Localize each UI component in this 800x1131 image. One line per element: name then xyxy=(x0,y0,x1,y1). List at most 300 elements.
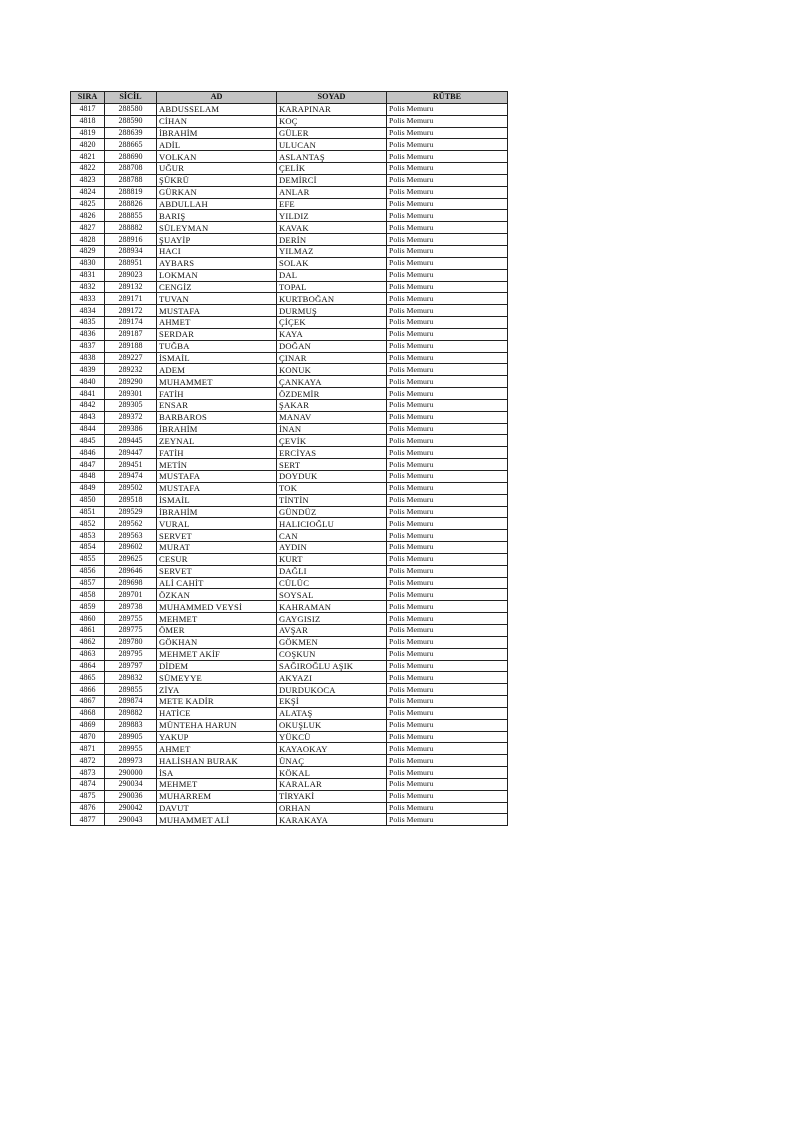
cell-soyad: KONUK xyxy=(277,364,387,376)
cell-rutbe: Polis Memuru xyxy=(387,340,508,352)
cell-soyad: KAHRAMAN xyxy=(277,601,387,613)
cell-sicil: 289738 xyxy=(105,601,157,613)
header-rutbe: RÜTBE xyxy=(387,92,508,104)
cell-sicil: 288708 xyxy=(105,163,157,175)
cell-sicil: 290042 xyxy=(105,802,157,814)
cell-sira: 4874 xyxy=(71,778,105,790)
table-row xyxy=(71,790,508,802)
table-row xyxy=(71,542,508,554)
cell-ad: MUSTAFA xyxy=(157,305,277,317)
cell-rutbe: Polis Memuru xyxy=(387,743,508,755)
cell-rutbe: Polis Memuru xyxy=(387,613,508,625)
cell-ad: MUSTAFA xyxy=(157,471,277,483)
cell-soyad: ÖZDEMİR xyxy=(277,388,387,400)
table-row xyxy=(71,127,508,139)
cell-rutbe: Polis Memuru xyxy=(387,115,508,127)
table-row xyxy=(71,684,508,696)
cell-sira: 4846 xyxy=(71,447,105,459)
cell-rutbe: Polis Memuru xyxy=(387,245,508,257)
cell-sicil: 289188 xyxy=(105,340,157,352)
cell-ad: MEHMET xyxy=(157,778,277,790)
cell-soyad: KAYA xyxy=(277,328,387,340)
table-row xyxy=(71,151,508,163)
cell-rutbe: Polis Memuru xyxy=(387,210,508,222)
cell-sicil: 288951 xyxy=(105,257,157,269)
cell-sira: 4839 xyxy=(71,364,105,376)
cell-sira: 4860 xyxy=(71,613,105,625)
cell-sicil: 289698 xyxy=(105,577,157,589)
cell-sira: 4867 xyxy=(71,696,105,708)
table-row xyxy=(71,731,508,743)
cell-rutbe: Polis Memuru xyxy=(387,423,508,435)
table-row xyxy=(71,648,508,660)
table-row xyxy=(71,257,508,269)
cell-rutbe: Polis Memuru xyxy=(387,435,508,447)
cell-sira: 4857 xyxy=(71,577,105,589)
cell-sicil: 289775 xyxy=(105,624,157,636)
cell-rutbe: Polis Memuru xyxy=(387,506,508,518)
header-sicil: SİCİL xyxy=(105,92,157,104)
table-header xyxy=(71,92,508,104)
cell-sira: 4842 xyxy=(71,399,105,411)
cell-ad: METİN xyxy=(157,459,277,471)
table-row xyxy=(71,352,508,364)
cell-soyad: KARAKAYA xyxy=(277,814,387,826)
cell-ad: BARIŞ xyxy=(157,210,277,222)
table-row xyxy=(71,767,508,779)
cell-ad: DİDEM xyxy=(157,660,277,672)
header-sira: SIRA xyxy=(71,92,105,104)
cell-soyad: TOPAL xyxy=(277,281,387,293)
table-row xyxy=(71,222,508,234)
cell-rutbe: Polis Memuru xyxy=(387,482,508,494)
cell-sicil: 288882 xyxy=(105,222,157,234)
cell-sicil: 289451 xyxy=(105,459,157,471)
cell-rutbe: Polis Memuru xyxy=(387,518,508,530)
cell-sicil: 288788 xyxy=(105,174,157,186)
cell-sicil: 289174 xyxy=(105,317,157,329)
table-row xyxy=(71,530,508,542)
cell-sira: 4875 xyxy=(71,790,105,802)
cell-soyad: ORHAN xyxy=(277,802,387,814)
cell-soyad: ÇEVİK xyxy=(277,435,387,447)
cell-rutbe: Polis Memuru xyxy=(387,328,508,340)
cell-soyad: KARAPINAR xyxy=(277,103,387,115)
cell-sira: 4877 xyxy=(71,814,105,826)
cell-sira: 4859 xyxy=(71,601,105,613)
cell-soyad: DURMUŞ xyxy=(277,305,387,317)
cell-sira: 4871 xyxy=(71,743,105,755)
cell-soyad: AVŞAR xyxy=(277,624,387,636)
cell-soyad: DOĞAN xyxy=(277,340,387,352)
cell-ad: TUĞBA xyxy=(157,340,277,352)
cell-sira: 4856 xyxy=(71,565,105,577)
cell-sicil: 288690 xyxy=(105,151,157,163)
cell-sira: 4845 xyxy=(71,435,105,447)
cell-soyad: MANAV xyxy=(277,411,387,423)
cell-soyad: GÜNDÜZ xyxy=(277,506,387,518)
table-row xyxy=(71,719,508,731)
cell-sira: 4843 xyxy=(71,411,105,423)
cell-sicil: 289795 xyxy=(105,648,157,660)
cell-ad: MEHMET AKİF xyxy=(157,648,277,660)
cell-rutbe: Polis Memuru xyxy=(387,447,508,459)
cell-sira: 4827 xyxy=(71,222,105,234)
cell-rutbe: Polis Memuru xyxy=(387,624,508,636)
cell-sicil: 288826 xyxy=(105,198,157,210)
cell-rutbe: Polis Memuru xyxy=(387,459,508,471)
table-row xyxy=(71,471,508,483)
cell-rutbe: Polis Memuru xyxy=(387,589,508,601)
cell-ad: METE KADİR xyxy=(157,696,277,708)
cell-rutbe: Polis Memuru xyxy=(387,530,508,542)
cell-sicil: 288580 xyxy=(105,103,157,115)
cell-sira: 4869 xyxy=(71,719,105,731)
cell-sira: 4823 xyxy=(71,174,105,186)
cell-ad: HATİCE xyxy=(157,707,277,719)
cell-sicil: 289447 xyxy=(105,447,157,459)
table-row xyxy=(71,672,508,684)
cell-sicil: 289797 xyxy=(105,660,157,672)
cell-rutbe: Polis Memuru xyxy=(387,696,508,708)
cell-ad: LOKMAN xyxy=(157,269,277,281)
cell-ad: ENSAR xyxy=(157,399,277,411)
cell-ad: ŞUAYİP xyxy=(157,234,277,246)
cell-sira: 4862 xyxy=(71,636,105,648)
cell-sicil: 289832 xyxy=(105,672,157,684)
cell-sicil: 289562 xyxy=(105,518,157,530)
cell-rutbe: Polis Memuru xyxy=(387,234,508,246)
cell-sicil: 288934 xyxy=(105,245,157,257)
cell-rutbe: Polis Memuru xyxy=(387,317,508,329)
table-row xyxy=(71,624,508,636)
cell-ad: UĞUR xyxy=(157,163,277,175)
cell-sira: 4851 xyxy=(71,506,105,518)
cell-soyad: KARALAR xyxy=(277,778,387,790)
cell-sicil: 290043 xyxy=(105,814,157,826)
cell-sicil: 289883 xyxy=(105,719,157,731)
cell-sicil: 289172 xyxy=(105,305,157,317)
table-row xyxy=(71,305,508,317)
cell-sicil: 289187 xyxy=(105,328,157,340)
cell-sicil: 289855 xyxy=(105,684,157,696)
cell-rutbe: Polis Memuru xyxy=(387,755,508,767)
cell-ad: TUVAN xyxy=(157,293,277,305)
cell-sira: 4835 xyxy=(71,317,105,329)
cell-ad: VURAL xyxy=(157,518,277,530)
cell-rutbe: Polis Memuru xyxy=(387,707,508,719)
table-row xyxy=(71,482,508,494)
table-row xyxy=(71,103,508,115)
table-row xyxy=(71,423,508,435)
cell-sicil: 289372 xyxy=(105,411,157,423)
table-row xyxy=(71,494,508,506)
cell-soyad: ULUCAN xyxy=(277,139,387,151)
cell-soyad: GÜLER xyxy=(277,127,387,139)
cell-ad: MUHAMMED VEYSİ xyxy=(157,601,277,613)
cell-sicil: 289171 xyxy=(105,293,157,305)
table-row xyxy=(71,411,508,423)
table-row xyxy=(71,778,508,790)
cell-ad: ÖZKAN xyxy=(157,589,277,601)
table-row xyxy=(71,696,508,708)
table-row xyxy=(71,755,508,767)
cell-sicil: 289602 xyxy=(105,542,157,554)
cell-ad: ADEM xyxy=(157,364,277,376)
cell-rutbe: Polis Memuru xyxy=(387,222,508,234)
table-row xyxy=(71,459,508,471)
cell-soyad: SAĞIROĞLU AŞIK xyxy=(277,660,387,672)
table-row xyxy=(71,269,508,281)
cell-rutbe: Polis Memuru xyxy=(387,553,508,565)
cell-rutbe: Polis Memuru xyxy=(387,802,508,814)
cell-ad: SERVET xyxy=(157,565,277,577)
cell-rutbe: Polis Memuru xyxy=(387,648,508,660)
cell-sira: 4870 xyxy=(71,731,105,743)
cell-soyad: GÖKMEN xyxy=(277,636,387,648)
cell-ad: MÜNTEHA HARUN xyxy=(157,719,277,731)
cell-sicil: 288916 xyxy=(105,234,157,246)
table-row xyxy=(71,518,508,530)
cell-sira: 4841 xyxy=(71,388,105,400)
cell-rutbe: Polis Memuru xyxy=(387,399,508,411)
cell-sira: 4866 xyxy=(71,684,105,696)
cell-ad: İBRAHİM xyxy=(157,423,277,435)
table-row xyxy=(71,281,508,293)
cell-sira: 4826 xyxy=(71,210,105,222)
cell-sira: 4863 xyxy=(71,648,105,660)
cell-ad: FATİH xyxy=(157,447,277,459)
cell-ad: MUHAMMET xyxy=(157,376,277,388)
cell-sicil: 289701 xyxy=(105,589,157,601)
table-body xyxy=(71,103,508,825)
cell-ad: BARBAROS xyxy=(157,411,277,423)
table-row xyxy=(71,636,508,648)
cell-soyad: ÇINAR xyxy=(277,352,387,364)
cell-ad: CİHAN xyxy=(157,115,277,127)
cell-sira: 4849 xyxy=(71,482,105,494)
cell-rutbe: Polis Memuru xyxy=(387,281,508,293)
cell-soyad: ALATAŞ xyxy=(277,707,387,719)
cell-sira: 4829 xyxy=(71,245,105,257)
cell-rutbe: Polis Memuru xyxy=(387,790,508,802)
cell-sira: 4833 xyxy=(71,293,105,305)
cell-ad: FATİH xyxy=(157,388,277,400)
cell-ad: VOLKAN xyxy=(157,151,277,163)
cell-rutbe: Polis Memuru xyxy=(387,127,508,139)
cell-sicil: 288639 xyxy=(105,127,157,139)
cell-sicil: 290000 xyxy=(105,767,157,779)
table-row xyxy=(71,589,508,601)
table-row xyxy=(71,506,508,518)
table-row xyxy=(71,245,508,257)
cell-sira: 4820 xyxy=(71,139,105,151)
cell-sira: 4818 xyxy=(71,115,105,127)
table-row xyxy=(71,802,508,814)
cell-ad: ABDULLAH xyxy=(157,198,277,210)
table-row xyxy=(71,707,508,719)
header-ad: AD xyxy=(157,92,277,104)
table-row xyxy=(71,601,508,613)
cell-soyad: GAYGISIZ xyxy=(277,613,387,625)
cell-ad: ÖMER xyxy=(157,624,277,636)
cell-rutbe: Polis Memuru xyxy=(387,388,508,400)
cell-ad: AHMET xyxy=(157,743,277,755)
cell-soyad: CAN xyxy=(277,530,387,542)
cell-ad: CENGİZ xyxy=(157,281,277,293)
table-row xyxy=(71,814,508,826)
cell-soyad: KURT xyxy=(277,553,387,565)
cell-soyad: TİNTİN xyxy=(277,494,387,506)
cell-sira: 4868 xyxy=(71,707,105,719)
cell-ad: İBRAHİM xyxy=(157,506,277,518)
cell-sicil: 289955 xyxy=(105,743,157,755)
header-row xyxy=(71,92,508,104)
cell-sira: 4830 xyxy=(71,257,105,269)
cell-sira: 4876 xyxy=(71,802,105,814)
cell-sira: 4828 xyxy=(71,234,105,246)
cell-soyad: DERİN xyxy=(277,234,387,246)
cell-soyad: ASLANTAŞ xyxy=(277,151,387,163)
cell-ad: ABDUSSELAM xyxy=(157,103,277,115)
cell-rutbe: Polis Memuru xyxy=(387,139,508,151)
cell-sicil: 289290 xyxy=(105,376,157,388)
cell-sicil: 289874 xyxy=(105,696,157,708)
cell-soyad: SOLAK xyxy=(277,257,387,269)
table-row xyxy=(71,553,508,565)
cell-soyad: TOK xyxy=(277,482,387,494)
table-row xyxy=(71,210,508,222)
cell-soyad: YILDIZ xyxy=(277,210,387,222)
cell-rutbe: Polis Memuru xyxy=(387,257,508,269)
cell-rutbe: Polis Memuru xyxy=(387,672,508,684)
cell-sicil: 289563 xyxy=(105,530,157,542)
cell-sira: 4821 xyxy=(71,151,105,163)
cell-sira: 4837 xyxy=(71,340,105,352)
cell-soyad: SOYSAL xyxy=(277,589,387,601)
table-row xyxy=(71,660,508,672)
cell-rutbe: Polis Memuru xyxy=(387,186,508,198)
table-row xyxy=(71,317,508,329)
cell-rutbe: Polis Memuru xyxy=(387,471,508,483)
cell-soyad: ÇİÇEK xyxy=(277,317,387,329)
cell-sicil: 288855 xyxy=(105,210,157,222)
table-row xyxy=(71,743,508,755)
cell-soyad: DAL xyxy=(277,269,387,281)
table-row xyxy=(71,376,508,388)
cell-rutbe: Polis Memuru xyxy=(387,293,508,305)
cell-rutbe: Polis Memuru xyxy=(387,767,508,779)
cell-sira: 4850 xyxy=(71,494,105,506)
cell-rutbe: Polis Memuru xyxy=(387,305,508,317)
cell-soyad: KOÇ xyxy=(277,115,387,127)
cell-sicil: 289301 xyxy=(105,388,157,400)
cell-ad: MUHAMMET ALİ xyxy=(157,814,277,826)
cell-soyad: ÜNAÇ xyxy=(277,755,387,767)
cell-sira: 4847 xyxy=(71,459,105,471)
cell-sira: 4858 xyxy=(71,589,105,601)
cell-soyad: OKUŞLUK xyxy=(277,719,387,731)
cell-sicil: 289780 xyxy=(105,636,157,648)
cell-ad: YAKUP xyxy=(157,731,277,743)
cell-soyad: ÇELİK xyxy=(277,163,387,175)
cell-rutbe: Polis Memuru xyxy=(387,731,508,743)
table-row xyxy=(71,613,508,625)
cell-sicil: 290036 xyxy=(105,790,157,802)
cell-sira: 4872 xyxy=(71,755,105,767)
cell-sira: 4822 xyxy=(71,163,105,175)
table-row xyxy=(71,565,508,577)
cell-ad: ADİL xyxy=(157,139,277,151)
cell-ad: SERVET xyxy=(157,530,277,542)
table-row xyxy=(71,340,508,352)
cell-ad: AHMET xyxy=(157,317,277,329)
cell-soyad: KÖKAL xyxy=(277,767,387,779)
cell-sira: 4855 xyxy=(71,553,105,565)
cell-sicil: 289502 xyxy=(105,482,157,494)
cell-sicil: 289646 xyxy=(105,565,157,577)
cell-soyad: KURTBOĞAN xyxy=(277,293,387,305)
cell-rutbe: Polis Memuru xyxy=(387,494,508,506)
table-row xyxy=(71,163,508,175)
cell-soyad: CÜLÜC xyxy=(277,577,387,589)
cell-sicil: 289973 xyxy=(105,755,157,767)
cell-soyad: İNAN xyxy=(277,423,387,435)
cell-ad: HALİSHAN BURAK xyxy=(157,755,277,767)
cell-rutbe: Polis Memuru xyxy=(387,542,508,554)
table-row xyxy=(71,115,508,127)
cell-ad: ZEYNAL xyxy=(157,435,277,447)
cell-rutbe: Polis Memuru xyxy=(387,103,508,115)
cell-ad: ZİYA xyxy=(157,684,277,696)
cell-ad: İSMAİL xyxy=(157,352,277,364)
cell-rutbe: Polis Memuru xyxy=(387,364,508,376)
cell-sira: 4848 xyxy=(71,471,105,483)
table-row xyxy=(71,577,508,589)
cell-sira: 4873 xyxy=(71,767,105,779)
cell-ad: İSMAİL xyxy=(157,494,277,506)
table-row xyxy=(71,198,508,210)
cell-soyad: ANLAR xyxy=(277,186,387,198)
cell-rutbe: Polis Memuru xyxy=(387,814,508,826)
cell-ad: ŞÜKRÜ xyxy=(157,174,277,186)
cell-ad: ALİ CAHİT xyxy=(157,577,277,589)
cell-sira: 4852 xyxy=(71,518,105,530)
cell-sira: 4853 xyxy=(71,530,105,542)
cell-rutbe: Polis Memuru xyxy=(387,684,508,696)
cell-rutbe: Polis Memuru xyxy=(387,269,508,281)
cell-rutbe: Polis Memuru xyxy=(387,352,508,364)
cell-rutbe: Polis Memuru xyxy=(387,778,508,790)
cell-sicil: 288590 xyxy=(105,115,157,127)
cell-ad: DAVUT xyxy=(157,802,277,814)
cell-soyad: YILMAZ xyxy=(277,245,387,257)
table-row xyxy=(71,139,508,151)
cell-ad: İBRAHİM xyxy=(157,127,277,139)
cell-soyad: SERT xyxy=(277,459,387,471)
cell-ad: MUSTAFA xyxy=(157,482,277,494)
table-row xyxy=(71,388,508,400)
cell-sicil: 289518 xyxy=(105,494,157,506)
cell-rutbe: Polis Memuru xyxy=(387,601,508,613)
cell-rutbe: Polis Memuru xyxy=(387,411,508,423)
cell-sicil: 290034 xyxy=(105,778,157,790)
table-row xyxy=(71,328,508,340)
cell-sira: 4838 xyxy=(71,352,105,364)
cell-sicil: 288665 xyxy=(105,139,157,151)
cell-soyad: EKŞİ xyxy=(277,696,387,708)
personnel-table xyxy=(70,91,508,826)
